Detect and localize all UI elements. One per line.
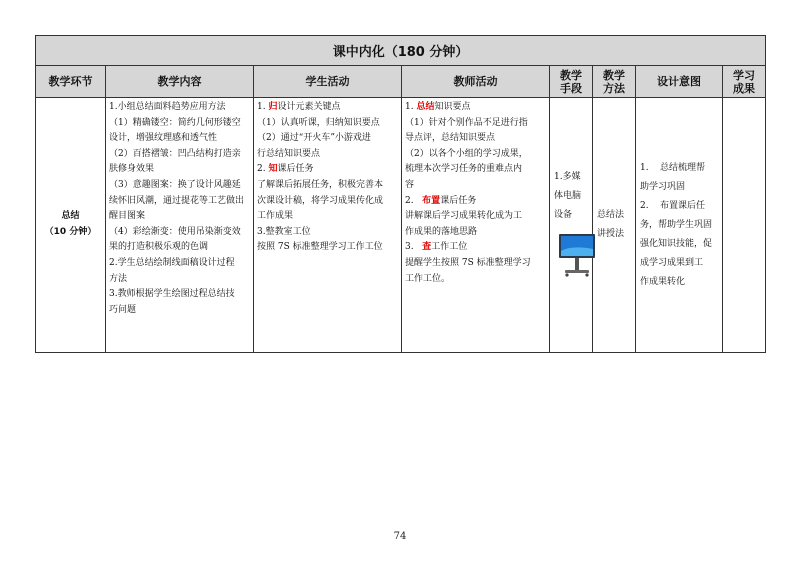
header-design-intent: 设计意图 <box>636 66 723 98</box>
teacher-lines <box>402 98 549 289</box>
method-lines <box>593 204 635 246</box>
header-outcome-line1: 学习 <box>733 68 756 82</box>
student-lines <box>254 98 401 258</box>
design-line: 成学习成果到工 <box>640 257 704 268</box>
content-lines <box>106 98 253 320</box>
header-method-line1: 教学 <box>603 68 625 82</box>
header-content: 教学内容 <box>106 66 254 98</box>
whiteboard-base <box>565 270 589 273</box>
whiteboard-wheel <box>565 274 568 277</box>
student-line <box>257 100 398 116</box>
header-learning-outcome <box>723 66 766 98</box>
interactive-whiteboard-icon <box>558 233 596 284</box>
student-highlight-word: 归 <box>268 102 278 112</box>
design-line: 助学习巩固 <box>640 181 686 192</box>
stage-name: 总结 <box>61 211 80 222</box>
header-teaching-means <box>550 66 593 98</box>
teacher-line: 导点评，总结知识要点 <box>405 133 496 144</box>
student-highlight-word: 知 <box>268 164 278 175</box>
whiteboard-stand <box>575 258 579 270</box>
method-line: 总结法 <box>597 210 625 220</box>
design-intent-cell <box>636 98 723 353</box>
content-line: 2.学生总结绘制线面稿设计过程 <box>109 257 235 268</box>
teacher-line: （1）针对个别作品不足进行指 <box>405 117 528 128</box>
lesson-plan-table <box>35 35 766 353</box>
header-student-activity: 学生活动 <box>254 66 402 98</box>
content-line: 1.小组总结面料趋势应用方法 <box>109 102 226 112</box>
whiteboard-svg <box>558 233 596 277</box>
teacher-highlight-word: 总结 <box>416 102 435 112</box>
stage-duration: （10 分钟） <box>44 227 97 237</box>
student-line: （2）通过“开火车”小游戏进 <box>257 133 371 144</box>
design-line: 1. 总结梳理帮 <box>640 162 706 173</box>
teacher-line-prefix: 2. <box>405 195 423 206</box>
table-title: 课中内化（180 分钟） <box>36 36 766 66</box>
design-line: 务，帮助学生巩固 <box>640 219 713 230</box>
header-method-line2: 方法 <box>603 81 625 95</box>
design-line: 2. 布置课后任 <box>640 200 706 211</box>
design-line: 强化知识技能，促 <box>640 238 713 249</box>
means-line: 体电脑 <box>554 191 582 202</box>
header-outcome-line2: 成果 <box>733 81 756 95</box>
teacher-line: 工作工位。 <box>405 273 451 284</box>
header-means-line1: 教学 <box>560 68 582 82</box>
student-line-rest: 课后任务 <box>277 164 314 175</box>
student-line <box>257 162 398 178</box>
teaching-means-cell <box>550 98 593 353</box>
student-line-prefix: 1. <box>257 102 269 112</box>
content-line: （4）彩绘渐变：使用吊染渐变效 <box>109 226 241 237</box>
stage-cell <box>36 98 106 353</box>
teacher-line <box>405 100 546 116</box>
content-line: 3.教师根据学生绘图过程总结技 <box>109 289 235 300</box>
student-line-rest: 设计元素关键点 <box>277 102 341 112</box>
means-line: 设备 <box>554 210 573 221</box>
student-line: 了解课后拓展任务，积极完善本 <box>257 179 384 190</box>
student-line: 行总结知识要点 <box>257 148 321 159</box>
design-line: 作成果转化 <box>640 276 686 287</box>
content-line: 肤修身效果 <box>109 164 155 175</box>
teacher-line-prefix: 1. <box>405 102 417 112</box>
content-cell <box>106 98 254 353</box>
teacher-line-prefix: 3. <box>405 242 423 253</box>
content-line: 醒目图案 <box>109 211 146 222</box>
header-teacher-activity: 教师活动 <box>402 66 550 98</box>
method-line: 讲授法 <box>597 229 625 239</box>
student-line: 3.整教室工位 <box>257 226 311 237</box>
content-line: 方法 <box>109 273 128 284</box>
teacher-line: 提醒学生按照 7S 标准整理学习 <box>405 257 531 268</box>
header-teaching-method <box>593 66 636 98</box>
content-line: （1）精确镂空：简约几何形镂空 <box>109 117 241 128</box>
teacher-line: 梳理本次学习任务的重难点内 <box>405 164 523 175</box>
content-line: 续怀旧风潮，通过提花等工艺做出 <box>109 195 245 206</box>
teacher-line: 讲解课后学习成果转化成为工 <box>405 211 523 222</box>
teacher-line: 容 <box>405 179 415 190</box>
content-line: 果的打造积极乐观的色调 <box>109 242 209 253</box>
teacher-line-rest: 知识要点 <box>434 102 471 112</box>
student-line: 工作成果 <box>257 211 294 222</box>
teacher-line: 作成果的落地思路 <box>405 226 478 237</box>
content-line: 设计，增强纹理感和透气性 <box>109 133 218 144</box>
student-line-prefix: 2. <box>257 164 269 175</box>
page-number: 74 <box>393 531 407 542</box>
learning-outcome-cell <box>723 98 766 353</box>
student-line: 按照 7S 标准整理学习工作工位 <box>257 242 383 253</box>
header-stage: 教学环节 <box>36 66 106 98</box>
teacher-line <box>405 240 546 256</box>
teacher-line <box>405 194 546 210</box>
teacher-highlight-word: 查 <box>422 242 432 253</box>
header-means-line2: 手段 <box>560 81 582 95</box>
teacher-line-rest: 工作工位 <box>431 242 468 253</box>
content-line: （2）百搭褶皱：凹凸结构打造亲 <box>109 148 241 159</box>
whiteboard-wheel <box>585 274 588 277</box>
teacher-activity-cell <box>402 98 550 353</box>
means-line: 1.多媒 <box>554 172 581 183</box>
teacher-highlight-word: 布置 <box>422 195 441 206</box>
student-line: 次课设计稿，将学习成果传化成 <box>257 195 384 206</box>
teacher-line: （2）以各个小组的学习成果， <box>405 148 528 159</box>
content-line: 巧问题 <box>109 304 137 315</box>
design-lines <box>636 157 722 294</box>
student-line: （1）认真听课，归纳知识要点 <box>257 117 380 128</box>
teacher-line-rest: 课后任务 <box>440 195 477 206</box>
means-lines <box>550 166 592 227</box>
content-line: （3）意趣图案：换了设计风趣延 <box>109 179 241 190</box>
teaching-method-cell <box>593 98 636 353</box>
student-activity-cell <box>254 98 402 353</box>
